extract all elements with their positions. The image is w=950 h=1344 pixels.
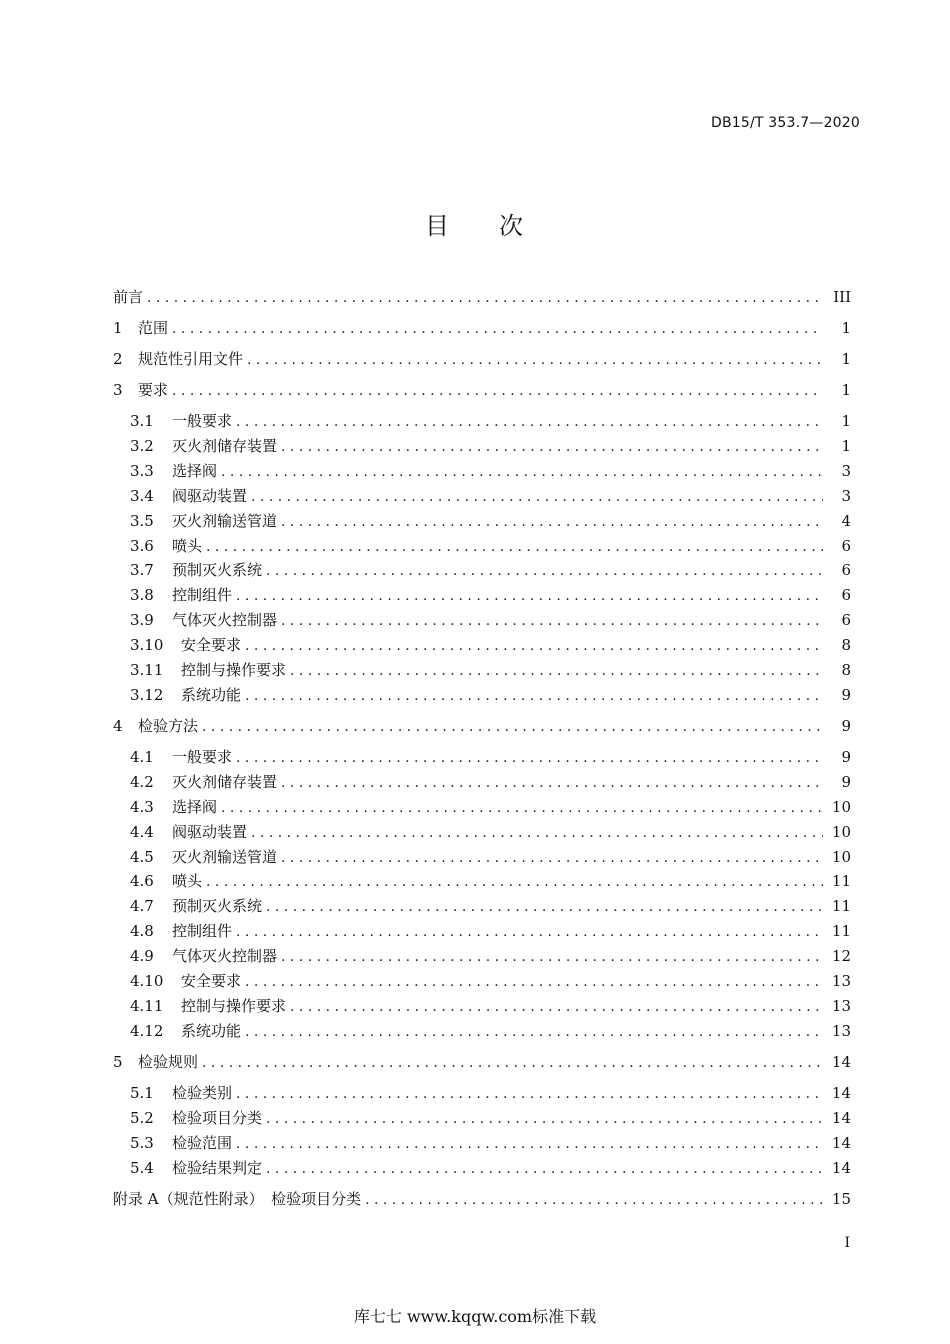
toc-entry[interactable] xyxy=(113,771,851,793)
toc-entry-page: 6 xyxy=(841,611,851,630)
toc-dot-leader xyxy=(281,511,823,533)
toc-entry[interactable] xyxy=(113,1107,851,1129)
toc-entry[interactable] xyxy=(113,796,851,818)
toc-entry-number: 5 xyxy=(113,1052,123,1071)
toc-entry-number: 5.2 xyxy=(130,1108,154,1127)
toc-entry[interactable] xyxy=(113,846,851,868)
toc-entry-page: 14 xyxy=(831,1083,851,1102)
toc-entry-number: 5.1 xyxy=(130,1083,154,1102)
toc-entry-label: 阀驱动装置 xyxy=(172,822,248,841)
toc-dot-leader xyxy=(281,436,823,458)
toc-entry-label: 一般要求 xyxy=(172,412,233,430)
footer-watermark: 库七七 www.kqqw.com标准下载 xyxy=(353,1307,597,1326)
toc-entry-page: 10 xyxy=(831,847,851,866)
toc-entry-label: 安全要求 xyxy=(181,972,242,990)
toc-entry-page: 8 xyxy=(841,636,851,655)
toc-entry[interactable] xyxy=(113,821,851,843)
toc-entry-label: 控制组件 xyxy=(172,922,233,941)
toc-entry-number: 3.6 xyxy=(130,536,154,555)
toc-entry-number: 4.3 xyxy=(130,797,154,816)
toc-entry-page: 11 xyxy=(831,872,851,891)
toc-entry-label: 喷头 xyxy=(172,872,203,891)
toc-entry-label: 一般要求 xyxy=(172,747,233,766)
toc-entry-label: 气体灭火控制器 xyxy=(172,611,278,630)
toc-entry[interactable] xyxy=(113,584,851,606)
toc-entry-label: 控制与操作要求 xyxy=(181,661,287,679)
toc-entry[interactable] xyxy=(113,634,851,656)
toc-entry[interactable] xyxy=(113,970,851,992)
toc-entry[interactable] xyxy=(113,1020,851,1042)
toc-dot-leader xyxy=(251,822,823,844)
toc-entry-number: 3.9 xyxy=(130,611,154,630)
toc-entry[interactable] xyxy=(113,1082,851,1104)
toc-entry-number: 4.11 xyxy=(130,996,164,1015)
toc-entry-label: 安全要求 xyxy=(181,636,242,655)
toc-entry-page: 10 xyxy=(831,822,851,841)
toc-entry-page: 6 xyxy=(841,586,851,605)
toc-entry-label: 规范性引用文件 xyxy=(138,350,244,368)
toc-entry-number: 4.12 xyxy=(130,1021,164,1040)
toc-entry-number: 4.2 xyxy=(130,772,154,791)
toc-dot-leader xyxy=(221,797,823,819)
toc-entry-label: 灭火剂输送管道 xyxy=(172,511,278,530)
toc-entry[interactable] xyxy=(113,746,851,768)
toc-entry-page: 8 xyxy=(841,661,851,679)
toc-entry-label: 检验结果判定 xyxy=(172,1158,263,1177)
toc-entry-number: 4.1 xyxy=(130,747,154,766)
toc-entry-number: 3.2 xyxy=(130,436,154,455)
toc-entry[interactable] xyxy=(113,485,851,507)
toc-dot-leader xyxy=(290,660,823,682)
toc-entry-label: 范围 xyxy=(138,319,169,337)
toc-entry-page: 12 xyxy=(831,947,851,966)
toc-entry[interactable] xyxy=(113,715,851,737)
toc-dot-leader xyxy=(206,536,823,558)
toc-dot-leader xyxy=(236,411,823,433)
document-code: DB15/T 353.7—2020 xyxy=(710,115,860,131)
toc-entry-label: 预制灭火系统 xyxy=(172,561,263,580)
toc-dot-leader xyxy=(245,971,823,993)
toc-dot-leader xyxy=(202,1052,823,1074)
toc-entry-page: 13 xyxy=(831,972,851,990)
toc-entry-page: 14 xyxy=(831,1052,851,1071)
toc-entry-page: III xyxy=(833,288,851,306)
toc-dot-leader xyxy=(172,318,823,340)
toc-entry-number: 3.7 xyxy=(130,561,154,580)
toc-entry-number: 3.8 xyxy=(130,586,154,605)
toc-entry-page: 10 xyxy=(831,797,851,816)
toc-entry[interactable] xyxy=(113,945,851,967)
toc-entry[interactable] xyxy=(113,895,851,917)
toc-dot-leader xyxy=(206,871,823,893)
toc-entry-number: 4.4 xyxy=(130,822,154,841)
toc-entry[interactable] xyxy=(113,317,851,339)
toc-dot-leader xyxy=(245,635,823,657)
toc-entry-number: 3 xyxy=(113,381,123,399)
toc-entry-number: 4.8 xyxy=(130,922,154,941)
toc-entry[interactable] xyxy=(113,870,851,892)
toc-entry[interactable] xyxy=(113,920,851,942)
page-number: I xyxy=(844,1235,850,1251)
toc-entry-number: 3.11 xyxy=(130,661,164,679)
toc-dot-leader xyxy=(365,1189,823,1211)
toc-entry-number: 3.4 xyxy=(130,486,154,505)
toc-entry-number: 3.1 xyxy=(130,412,154,430)
toc-dot-leader xyxy=(281,610,823,632)
toc-entry-page: 15 xyxy=(831,1189,851,1208)
toc-entry[interactable] xyxy=(113,995,851,1017)
toc-entry-page: 1 xyxy=(841,350,851,368)
toc-dot-leader xyxy=(172,380,823,402)
page-title xyxy=(0,206,950,241)
toc-entry-label: 阀驱动装置 xyxy=(172,486,248,505)
toc-entry-number: 4.6 xyxy=(130,872,154,891)
toc-entry[interactable] xyxy=(113,535,851,557)
toc-entry[interactable] xyxy=(113,286,851,308)
toc-entry-page: 9 xyxy=(841,772,851,791)
toc-entry-page: 6 xyxy=(841,561,851,580)
toc-entry-label: 选择阀 xyxy=(172,797,218,816)
toc-entry-page: 9 xyxy=(841,685,851,704)
toc-entry-page: 3 xyxy=(841,486,851,505)
toc-entry-number: 4.5 xyxy=(130,847,154,866)
toc-entry-number: 2 xyxy=(113,350,123,368)
toc-entry-page: 4 xyxy=(841,511,851,530)
toc-entry-label: 灭火剂储存装置 xyxy=(172,772,278,791)
toc-entry[interactable] xyxy=(113,460,851,482)
toc-dot-leader xyxy=(290,996,823,1018)
toc-dot-leader xyxy=(236,747,823,769)
toc-dot-leader xyxy=(266,560,823,582)
toc-entry-number: 5.3 xyxy=(130,1133,154,1152)
toc-entry-number: 3.5 xyxy=(130,511,154,530)
toc-entry-label: 系统功能 xyxy=(181,1021,242,1040)
toc-entry-number: 4.9 xyxy=(130,947,154,966)
toc-dot-leader xyxy=(281,847,823,869)
toc-entry-label: 检验项目分类 xyxy=(172,1108,263,1127)
toc-entry[interactable] xyxy=(113,1157,851,1179)
toc-dot-leader xyxy=(245,1021,823,1043)
toc-entry-page: 14 xyxy=(831,1108,851,1127)
toc-entry-page: 1 xyxy=(841,436,851,455)
toc-dot-leader xyxy=(281,772,823,794)
toc-entry-page: 13 xyxy=(831,996,851,1015)
toc-entry-label: 要求 xyxy=(138,381,169,399)
toc-entry-label: 检验类别 xyxy=(172,1083,233,1102)
toc-entry-number: 1 xyxy=(113,319,123,337)
toc-dot-leader xyxy=(245,685,823,707)
toc-entry-label: 系统功能 xyxy=(181,685,242,704)
toc-entry-number: 3.3 xyxy=(130,461,154,480)
toc-entry-page: 9 xyxy=(841,716,851,735)
toc-entry-label: 检验范围 xyxy=(172,1133,233,1152)
toc-entry[interactable] xyxy=(113,348,851,370)
toc-entry-page: 1 xyxy=(841,381,851,399)
toc-entry[interactable] xyxy=(113,659,851,681)
toc-entry-label: 灭火剂输送管道 xyxy=(172,847,278,866)
toc-entry[interactable] xyxy=(113,410,851,432)
toc-entry[interactable] xyxy=(113,1051,851,1073)
toc-entry-label: 检验方法 xyxy=(138,716,199,735)
toc-entry[interactable] xyxy=(113,684,851,706)
toc-entry-page: 13 xyxy=(831,1021,851,1040)
toc-dot-leader xyxy=(266,896,823,918)
toc-entry[interactable] xyxy=(113,1132,851,1154)
toc-dot-leader xyxy=(281,946,823,968)
toc-entry-label: 气体灭火控制器 xyxy=(172,947,278,966)
toc-entry-label: 附录 A（规范性附录） 检验项目分类 xyxy=(113,1189,362,1208)
toc-entry-label: 预制灭火系统 xyxy=(172,897,263,916)
toc-dot-leader xyxy=(236,921,823,943)
toc-entry-page: 11 xyxy=(831,922,851,941)
toc-entry-page: 9 xyxy=(841,747,851,766)
toc-entry-page: 14 xyxy=(831,1158,851,1177)
toc-entry[interactable] xyxy=(113,609,851,631)
toc-entry-page: 1 xyxy=(841,319,851,337)
toc-entry-number: 3.10 xyxy=(130,636,164,655)
toc-entry-label: 选择阀 xyxy=(172,461,218,480)
toc-entry-label: 灭火剂储存装置 xyxy=(172,436,278,455)
toc-entry-page: 3 xyxy=(841,461,851,480)
toc-entry[interactable] xyxy=(113,510,851,532)
toc-entry-page: 6 xyxy=(841,536,851,555)
title-char-right: 次 xyxy=(499,212,525,240)
toc-entry[interactable] xyxy=(113,1188,851,1210)
toc-dot-leader xyxy=(236,1133,823,1155)
toc-entry[interactable] xyxy=(113,435,851,457)
toc-dot-leader xyxy=(202,716,823,738)
toc-entry-number: 4.7 xyxy=(130,897,154,916)
toc-dot-leader xyxy=(247,349,823,371)
toc-entry-label: 控制组件 xyxy=(172,586,233,605)
toc-entry[interactable] xyxy=(113,559,851,581)
toc-entry-number: 5.4 xyxy=(130,1158,154,1177)
toc-dot-leader xyxy=(251,486,823,508)
toc-dot-leader xyxy=(266,1108,823,1130)
toc-dot-leader xyxy=(147,287,823,309)
title-char-left: 目 xyxy=(425,212,451,240)
toc-entry-page: 11 xyxy=(831,897,851,916)
toc-dot-leader xyxy=(236,1083,823,1105)
toc-entry-label: 控制与操作要求 xyxy=(181,996,287,1015)
toc-entry-page: 14 xyxy=(831,1133,851,1152)
toc-entry-page: 1 xyxy=(841,412,851,430)
toc-entry-label: 喷头 xyxy=(172,536,203,555)
toc-dot-leader xyxy=(266,1158,823,1180)
toc-entry-number: 3.12 xyxy=(130,685,164,704)
toc-entry[interactable] xyxy=(113,379,851,401)
toc-dot-leader xyxy=(221,461,823,483)
toc-entry-number: 4 xyxy=(113,716,123,735)
toc-entry-label: 检验规则 xyxy=(138,1052,199,1071)
toc-entry-label: 前言 xyxy=(113,288,144,306)
toc-entry-number: 4.10 xyxy=(130,972,164,990)
toc-dot-leader xyxy=(236,585,823,607)
